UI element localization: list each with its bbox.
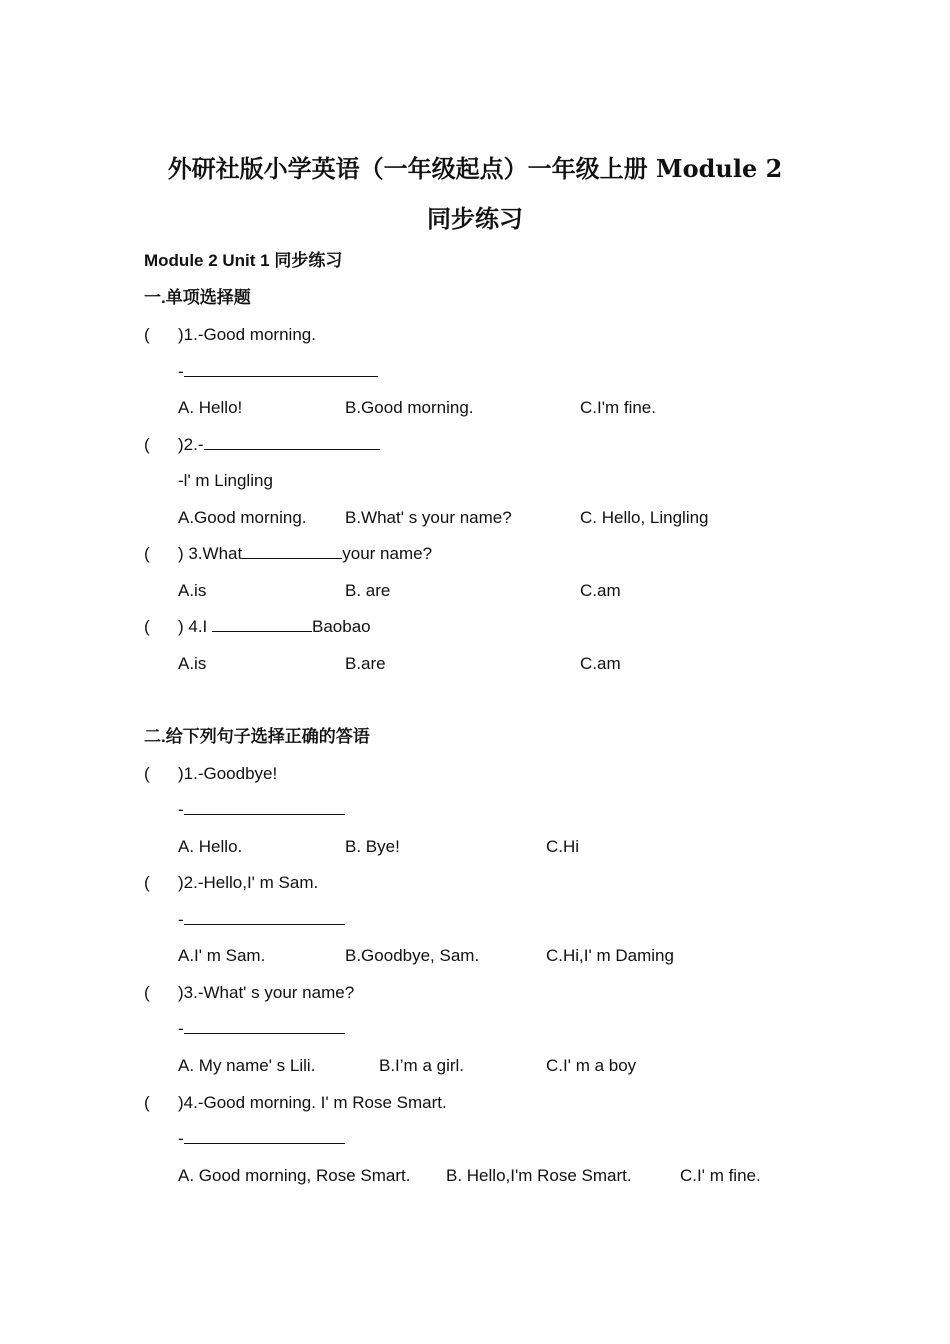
blank-line: [184, 1127, 345, 1144]
question-stem-before: ) 3.What: [178, 544, 243, 563]
blank-line: [204, 433, 380, 450]
question-stem-line: [178, 615, 371, 639]
answer-paren: (: [144, 617, 150, 636]
answer-paren: (: [144, 764, 150, 783]
dash-prefix: -: [178, 910, 184, 929]
question-stem: )4.-Good morning. I' m Rose Smart.: [178, 1093, 447, 1112]
question-stem-line: [178, 542, 432, 566]
option-b: B.I’m a girl.: [379, 1056, 465, 1075]
option-b: B. Bye!: [345, 837, 400, 856]
option-c: C.Hi,I' m Daming: [546, 946, 674, 965]
dash-prefix: -: [178, 362, 184, 381]
question-stem: )2.-: [178, 435, 204, 454]
question-stem-after: your name?: [342, 544, 433, 563]
answer-paren: (: [144, 435, 150, 454]
option-c: C.am: [580, 654, 621, 673]
option-a: A. Hello.: [178, 837, 243, 856]
dash-prefix: -: [178, 1019, 184, 1038]
option-c: C.I' m a boy: [546, 1056, 637, 1075]
answer-paren: (: [144, 1093, 150, 1112]
question-stem-after: Baobao: [312, 617, 371, 636]
answer-paren: (: [144, 873, 150, 892]
answer-paren: (: [144, 325, 150, 344]
blank-line: [242, 542, 342, 559]
option-a: A.Good morning.: [178, 508, 307, 527]
blank-line: [184, 908, 345, 925]
option-c: C. Hello, Lingling: [580, 508, 709, 527]
option-c: C.Hi: [546, 837, 580, 856]
blank-line: [212, 615, 312, 632]
answer-paren: (: [144, 544, 150, 563]
answer-line: [178, 1127, 345, 1151]
answer-line: [178, 798, 345, 822]
page-subtitle: 同步练习: [427, 204, 523, 233]
answer-line: [178, 908, 345, 932]
page-title: 外研社版小学英语（一年级起点）一年级上册 Module 2: [167, 154, 783, 183]
option-b: B.are: [345, 654, 386, 673]
option-b: B.Good morning.: [345, 398, 474, 417]
blank-line: [184, 798, 345, 815]
question-stem-line: [178, 433, 380, 457]
dash-prefix: -: [178, 1129, 184, 1148]
section2-heading: 二.给下列句子选择正确的答语: [144, 727, 370, 746]
answer-line: [178, 1017, 345, 1041]
option-a: A. My name' s Lili.: [178, 1056, 316, 1075]
question-stem: )2.-Hello,I' m Sam.: [178, 873, 319, 892]
dash-prefix: -: [178, 800, 184, 819]
question-stem: )3.-What' s your name?: [178, 983, 355, 1002]
question-stem: )1.-Good morning.: [178, 325, 316, 344]
option-c: C.am: [580, 581, 621, 600]
option-b: B.Goodbye, Sam.: [345, 946, 480, 965]
unit-heading: Module 2 Unit 1 同步练习: [144, 251, 343, 270]
answer-paren: (: [144, 983, 150, 1002]
option-a: A.is: [178, 654, 207, 673]
option-a: A. Hello!: [178, 398, 243, 417]
option-a: A.is: [178, 581, 207, 600]
blank-line: [184, 1017, 345, 1034]
option-b: B. Hello,I'm Rose Smart.: [446, 1166, 632, 1185]
option-c: C.I'm fine.: [580, 398, 656, 417]
answer-line: [178, 360, 378, 384]
option-b: B.What' s your name?: [345, 508, 512, 527]
question-stem: )1.-Goodbye!: [178, 764, 278, 783]
option-b: B. are: [345, 581, 391, 600]
option-a: A. Good morning, Rose Smart.: [178, 1166, 411, 1185]
question-stem-before: ) 4.I: [178, 617, 213, 636]
option-c: C.I' m fine.: [680, 1166, 761, 1185]
section1-heading: 一.单项选择题: [144, 288, 251, 307]
option-a: A.I' m Sam.: [178, 946, 266, 965]
blank-line: [184, 360, 378, 377]
question-reply: -l' m Lingling: [178, 471, 273, 490]
